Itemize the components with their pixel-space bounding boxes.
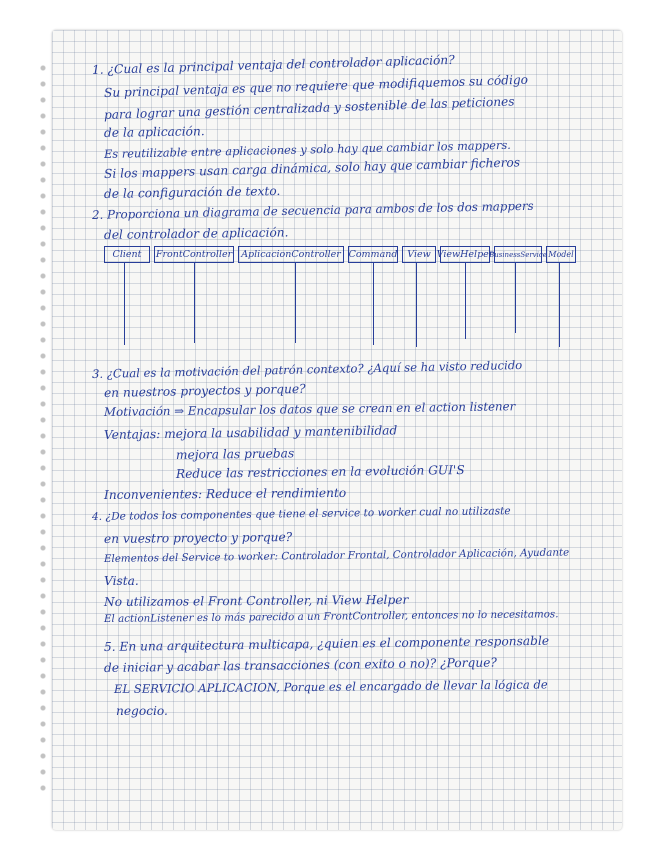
question-line: en vuestro proyecto y porque? — [103, 530, 293, 546]
lifeline-box-front-controller: FrontController — [154, 246, 234, 263]
answer-line: de la aplicación. — [103, 124, 205, 140]
answer-line: Reduce las restricciones en la evolución GUI'S — [175, 462, 465, 481]
answer-line: Motivación ⇒ Encapsular los datos que se crean en el action listener — [103, 399, 516, 419]
answer-line: El actionListener es lo más parecido a un FrontController, entonces no lo necesitamos. — [103, 608, 559, 625]
lifeline-front-controller — [194, 263, 195, 343]
sequence-diagram — [104, 246, 584, 352]
question-line: en nuestros proyectos y porque? — [103, 381, 306, 400]
question-line: del controlador de aplicación. — [103, 225, 289, 242]
question-line: de iniciar y acabar las transacciones (con exito o no)? ¿Porque? — [103, 655, 497, 675]
answer-line: negocio. — [116, 704, 168, 718]
lifeline-client — [124, 263, 125, 345]
lifeline-business-service — [515, 263, 516, 333]
answer-line: Si los mappers usan carga dinámica, solo hay que cambiar ficheros — [103, 155, 521, 181]
question-2: 2. Proporciona un diagrama de secuencia para ambos de los dos mappers — [91, 198, 534, 222]
answer-line: Es reutilizable entre aplicaciones y solo hay que cambiar los mappers. — [103, 137, 511, 161]
lifeline-model — [559, 263, 560, 347]
lifeline-view — [416, 263, 417, 347]
answer-line: Elementos del Service to worker: Controlador Frontal, Controlador Aplicación, Ayudante — [103, 546, 570, 565]
question-1: 1. ¿Cual es la principal ventaja del controlador aplicación? — [91, 52, 455, 77]
question-5: 5. En una arquitectura multicapa, ¿quien es el componente responsable — [103, 633, 550, 654]
lifeline-box-business-service: BusinessService — [494, 246, 542, 263]
answer-line: mejora las pruebas — [175, 446, 295, 462]
answer-line: Inconvenientes: Reduce el rendimiento — [103, 485, 347, 502]
answer-line: Ventajas: mejora la usabilidad y mantenibilidad — [103, 423, 398, 442]
answer-line: Su principal ventaja es que no requiere que modifiquemos su código — [103, 72, 529, 100]
lifeline-box-client: Client — [104, 246, 150, 263]
lifeline-box-model: Model — [546, 246, 576, 263]
lifeline-box-command: Command — [348, 246, 398, 263]
lifeline-view-helper — [465, 263, 466, 339]
lifeline-box-view: View — [402, 246, 436, 263]
answer-line: No utilizamos el Front Controller, ni View Helper — [103, 592, 409, 609]
answer-line: para lograr una gestión centralizada y sostenible de las peticiones — [103, 94, 515, 122]
answer-line: de la configuración de texto. — [103, 183, 281, 201]
lifeline-command — [373, 263, 374, 345]
question-3: 3. ¿Cual es la motivación del patrón contexto? ¿Aquí se ha visto reducido — [91, 357, 523, 381]
lifeline-box-view-helper: ViewHelper — [440, 246, 490, 263]
answer-line: Vista. — [104, 574, 139, 588]
answer-line: EL SERVICIO APLICACION, Porque es el encargado de llevar la lógica de — [113, 677, 548, 696]
question-4: 4. ¿De todos los componentes que tiene el service to worker cual no utilizaste — [91, 505, 511, 523]
lifeline-box-aplicacion-controller: AplicacionController — [238, 246, 344, 263]
lifeline-aplicacion-controller — [295, 263, 296, 343]
